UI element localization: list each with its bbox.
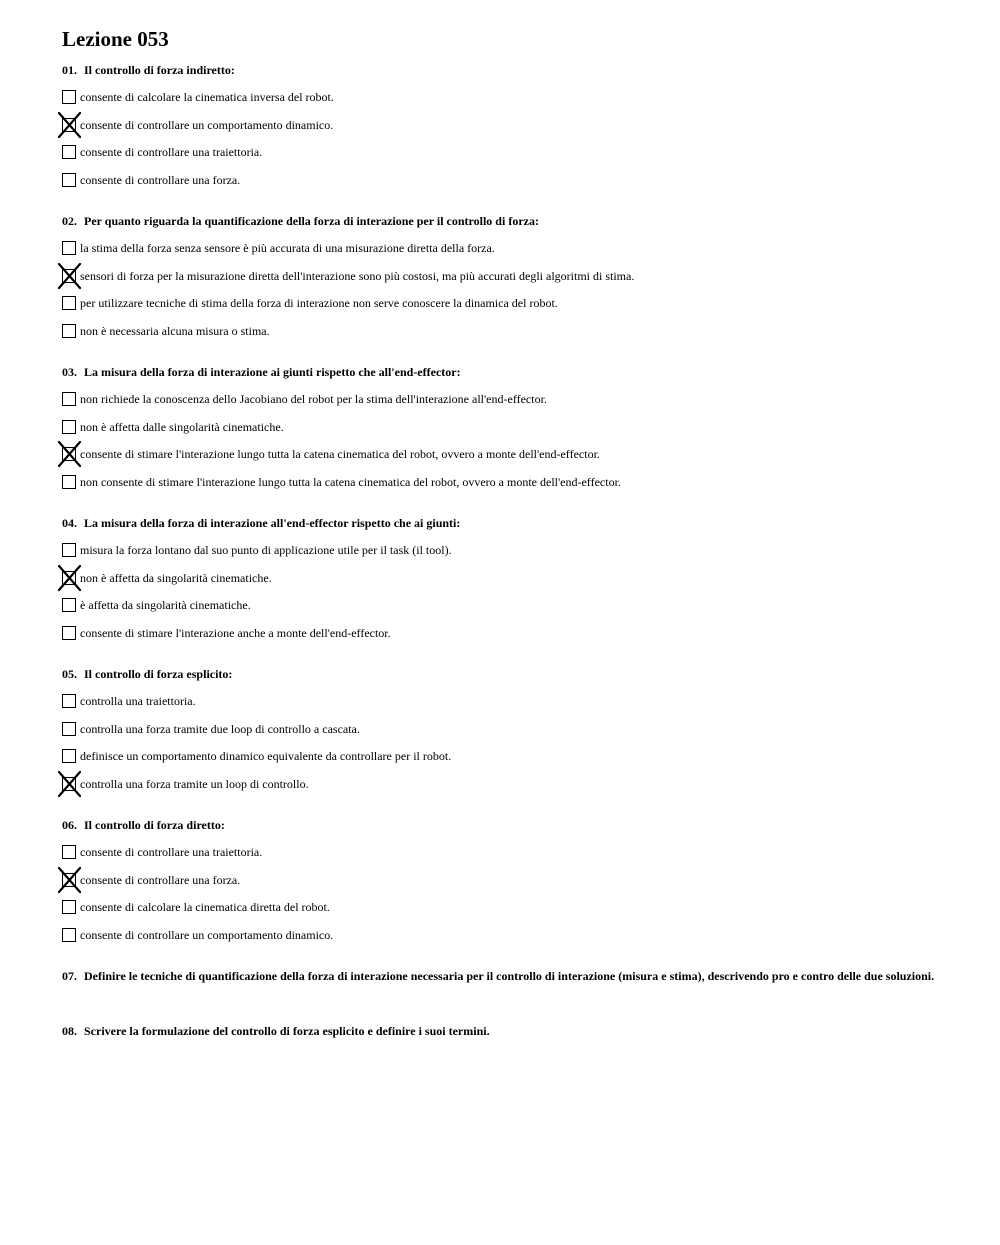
option bbox=[62, 241, 942, 255]
option bbox=[62, 269, 942, 283]
question-text: Scrivere la formulazione del controllo di forza esplicito e definire i suoi termini. bbox=[84, 1024, 490, 1038]
option bbox=[62, 145, 942, 159]
question-title bbox=[62, 969, 942, 983]
check-mark-icon bbox=[58, 867, 82, 893]
answer-checkbox[interactable] bbox=[62, 543, 76, 557]
option-label: consente di controllare una traiettoria. bbox=[80, 845, 263, 859]
option-label: non consente di stimare l'interazione lungo tutta la catena cinematica del robot, ovvero a monte dell'end-effector. bbox=[80, 474, 621, 489]
question-title bbox=[62, 818, 942, 832]
option bbox=[62, 296, 942, 310]
option-label: definisce un comportamento dinamico equivalente da controllare per il robot. bbox=[80, 749, 452, 764]
option bbox=[62, 900, 942, 914]
answer-checkbox[interactable] bbox=[62, 145, 76, 159]
option bbox=[62, 722, 942, 736]
question-number: 04. bbox=[62, 516, 77, 530]
question-title bbox=[62, 1024, 942, 1038]
option bbox=[62, 118, 942, 132]
question-text: Il controllo di forza diretto: bbox=[84, 818, 225, 832]
question-text: Per quanto riguarda la quantificazione della forza di interazione per il controllo di forza: bbox=[84, 214, 539, 228]
option bbox=[62, 749, 942, 763]
question-number: 03. bbox=[62, 365, 77, 379]
options-list bbox=[62, 845, 942, 942]
check-mark-icon bbox=[58, 771, 82, 797]
option-label: controlla una forza tramite due loop di controllo a cascata. bbox=[80, 721, 360, 736]
question-03 bbox=[62, 365, 942, 502]
check-mark-icon bbox=[58, 565, 82, 591]
option-label: consente di controllare una forza. bbox=[80, 172, 241, 187]
question-07 bbox=[62, 969, 942, 983]
check-mark-icon bbox=[58, 441, 82, 467]
option bbox=[62, 873, 942, 887]
page-title: Lezione 053 bbox=[62, 27, 169, 51]
question-title bbox=[62, 516, 942, 530]
answer-checkbox[interactable] bbox=[62, 845, 76, 859]
option bbox=[62, 928, 942, 942]
answer-checkbox[interactable] bbox=[62, 900, 76, 914]
option-label: consente di controllare un comportamento dinamico. bbox=[80, 927, 334, 942]
answer-checkbox[interactable] bbox=[62, 241, 76, 255]
option-label: consente di stimare l'interazione anche a monte dell'end-effector. bbox=[80, 625, 391, 640]
answer-checkbox[interactable] bbox=[62, 928, 76, 942]
question-title bbox=[62, 214, 942, 228]
option-label: sensori di forza per la misurazione diretta dell'interazione sono più costosi, ma più accurati degli algoritmi di stima. bbox=[80, 268, 635, 283]
question-text: La misura della forza di interazione ai giunti rispetto che all'end-effector: bbox=[84, 365, 461, 379]
options-list bbox=[62, 241, 942, 338]
option-label: misura la forza lontano dal suo punto di applicazione utile per il task (il tool). bbox=[80, 543, 452, 557]
question-text: Il controllo di forza indiretto: bbox=[84, 63, 235, 77]
option-label: non è affetta da singolarità cinematiche. bbox=[80, 570, 272, 585]
question-text: La misura della forza di interazione all'end-effector rispetto che ai giunti: bbox=[84, 516, 461, 530]
options-list bbox=[62, 90, 942, 187]
answer-checkbox[interactable] bbox=[62, 324, 76, 338]
option-label: consente di calcolare la cinematica inversa del robot. bbox=[80, 90, 334, 104]
option-label: controlla una traiettoria. bbox=[80, 694, 196, 708]
option bbox=[62, 447, 942, 461]
answer-checkbox[interactable] bbox=[62, 173, 76, 187]
option-label: è affetta da singolarità cinematiche. bbox=[80, 598, 251, 613]
option-label: consente di stimare l'interazione lungo tutta la catena cinematica del robot, ovvero a monte dell'end-effector. bbox=[80, 447, 600, 462]
option-label: consente di controllare un comportamento dinamico. bbox=[80, 117, 334, 132]
option-label: controlla una forza tramite un loop di controllo. bbox=[80, 776, 309, 791]
answer-checkbox[interactable] bbox=[62, 447, 76, 461]
question-text: Il controllo di forza esplicito: bbox=[84, 667, 233, 681]
option bbox=[62, 392, 942, 406]
question-number: 02. bbox=[62, 214, 77, 228]
option-label: non richiede la conoscenza dello Jacobiano del robot per la stima dell'interazione all'end-effector. bbox=[80, 392, 547, 406]
question-05 bbox=[62, 667, 942, 804]
question-01 bbox=[62, 63, 942, 200]
question-04 bbox=[62, 516, 942, 653]
question-06 bbox=[62, 818, 942, 955]
question-02 bbox=[62, 214, 942, 351]
option bbox=[62, 324, 942, 338]
option bbox=[62, 420, 942, 434]
answer-checkbox[interactable] bbox=[62, 90, 76, 104]
options-list bbox=[62, 543, 942, 640]
answer-checkbox[interactable] bbox=[62, 694, 76, 708]
answer-checkbox[interactable] bbox=[62, 118, 76, 132]
option-label: per utilizzare tecniche di stima della forza di interazione non serve conoscere la dinamica del robot. bbox=[80, 296, 558, 311]
option-label: consente di controllare una traiettoria. bbox=[80, 145, 263, 160]
option bbox=[62, 90, 942, 104]
option bbox=[62, 571, 942, 585]
check-mark-icon bbox=[58, 112, 82, 138]
answer-checkbox[interactable] bbox=[62, 420, 76, 434]
options-list bbox=[62, 694, 942, 791]
option bbox=[62, 845, 942, 859]
answer-checkbox[interactable] bbox=[62, 598, 76, 612]
question-number: 01. bbox=[62, 63, 77, 77]
option-label: la stima della forza senza sensore è più accurata di una misurazione diretta della forza. bbox=[80, 241, 495, 255]
answer-checkbox[interactable] bbox=[62, 571, 76, 585]
option-label: non è necessaria alcuna misura o stima. bbox=[80, 323, 270, 338]
answer-checkbox[interactable] bbox=[62, 777, 76, 791]
question-08 bbox=[62, 1024, 942, 1038]
question-number: 05. bbox=[62, 667, 77, 681]
check-mark-icon bbox=[58, 263, 82, 289]
question-number: 08. bbox=[62, 1024, 77, 1038]
option-label: non è affetta dalle singolarità cinematiche. bbox=[80, 419, 284, 434]
answer-checkbox[interactable] bbox=[62, 392, 76, 406]
option bbox=[62, 598, 942, 612]
answer-checkbox[interactable] bbox=[62, 873, 76, 887]
option-label: consente di calcolare la cinematica diretta del robot. bbox=[80, 900, 330, 915]
option bbox=[62, 694, 942, 708]
question-title bbox=[62, 63, 942, 77]
option-label: consente di controllare una forza. bbox=[80, 872, 241, 887]
answer-checkbox[interactable] bbox=[62, 749, 76, 763]
option bbox=[62, 626, 942, 640]
option bbox=[62, 173, 942, 187]
question-text: Definire le tecniche di quantificazione della forza di interazione necessaria per il controllo di interazione (misura e stima), descrivendo pro e contro delle due soluzioni. bbox=[84, 969, 935, 983]
answer-checkbox[interactable] bbox=[62, 475, 76, 489]
question-title bbox=[62, 365, 942, 379]
option bbox=[62, 543, 942, 557]
options-list bbox=[62, 392, 942, 489]
answer-checkbox[interactable] bbox=[62, 722, 76, 736]
option bbox=[62, 475, 942, 489]
question-number: 06. bbox=[62, 818, 77, 832]
answer-checkbox[interactable] bbox=[62, 269, 76, 283]
answer-checkbox[interactable] bbox=[62, 626, 76, 640]
answer-checkbox[interactable] bbox=[62, 296, 76, 310]
option bbox=[62, 777, 942, 791]
question-title bbox=[62, 667, 942, 681]
question-number: 07. bbox=[62, 969, 77, 983]
